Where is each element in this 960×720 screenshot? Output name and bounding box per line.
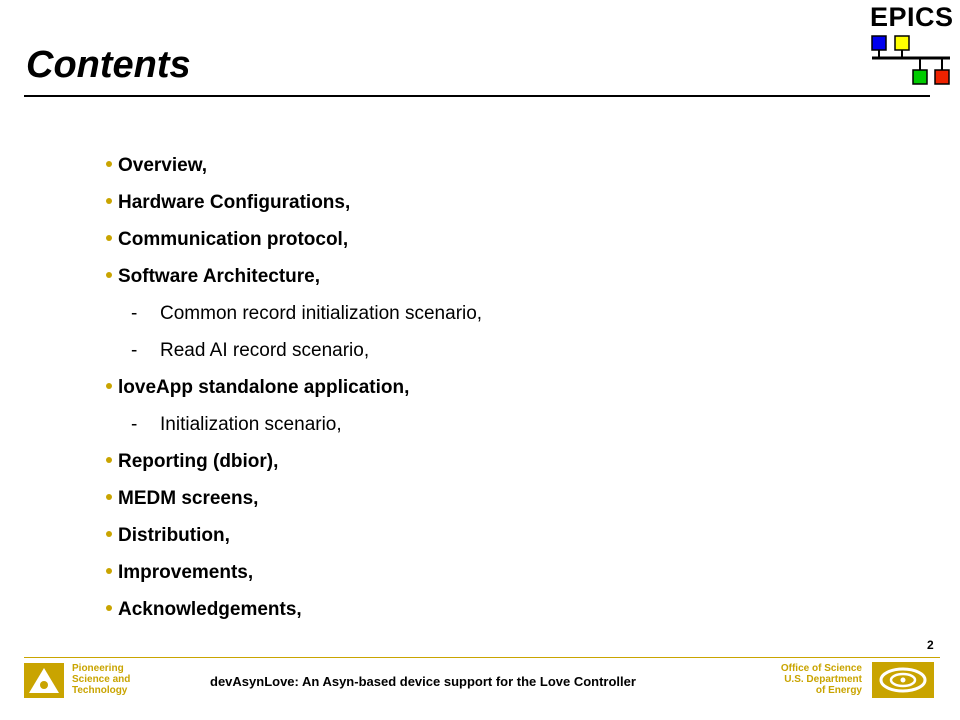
bullet-dot-icon: [106, 383, 112, 389]
list-item-text: MEDM screens,: [118, 488, 259, 509]
list-item-text: Reporting (dbior),: [118, 451, 279, 472]
office-of-science: [781, 663, 862, 696]
footer-divider: [24, 657, 940, 658]
list-item: [0, 377, 960, 414]
list-item-text: Communication protocol,: [118, 229, 349, 250]
list-item-text: Acknowledgements,: [118, 599, 302, 620]
list-item: [0, 562, 960, 599]
list-item: [0, 451, 960, 488]
list-item: [0, 266, 960, 303]
lab-motto: [72, 663, 130, 696]
list-item-text: Distribution,: [118, 525, 230, 546]
list-item: [0, 155, 960, 192]
list-item: [0, 192, 960, 229]
bullet-dot-icon: [106, 161, 112, 167]
argonne-logo-icon: [24, 663, 64, 698]
sub-list-item: [0, 414, 960, 451]
list-item: [0, 599, 960, 636]
bullet-dot-icon: [106, 272, 112, 278]
sub-item-text: Common record initialization scenario,: [160, 303, 483, 324]
bullet-dot-icon: [106, 235, 112, 241]
list-item: [0, 488, 960, 525]
motto-line-3: Technology: [72, 685, 128, 696]
list-item-text: Overview,: [118, 155, 208, 176]
org-line-3: of Energy: [815, 685, 862, 696]
doe-logo-icon: [872, 662, 934, 698]
title-divider: [24, 95, 930, 97]
bullet-dot-icon: [106, 605, 112, 611]
sub-item-dash: -: [131, 414, 138, 435]
list-item-text: Software Architecture,: [118, 266, 321, 287]
bullet-dot-icon: [106, 531, 112, 537]
list-item-text: Improvements,: [118, 562, 254, 583]
sub-item-dash: -: [131, 340, 138, 361]
sub-item-dash: -: [131, 303, 138, 324]
sub-item-text: Initialization scenario,: [160, 414, 342, 435]
epics-logo-graphic: [862, 0, 960, 100]
list-item: [0, 525, 960, 562]
list-item-text: Hardware Configurations,: [118, 192, 351, 213]
org-line-2: U.S. Department: [784, 674, 862, 685]
contents-list: [0, 155, 960, 636]
bullet-dot-icon: [106, 494, 112, 500]
epics-logo-text: EPICS: [870, 2, 954, 32]
list-item: [0, 229, 960, 266]
bullet-dot-icon: [106, 457, 112, 463]
bullet-dot-icon: [106, 198, 112, 204]
org-line-1: Office of Science: [780, 663, 862, 674]
sub-list-item: [0, 340, 960, 377]
epics-logo-icon: [862, 0, 960, 100]
motto-line-1: Pioneering: [72, 663, 124, 674]
bullet-dot-icon: [106, 568, 112, 574]
sub-item-text: Read AI record scenario,: [160, 340, 370, 361]
footer-title: devAsynLove: An Asyn-based device support for the Love Controller: [210, 674, 636, 689]
list-item-text: loveApp standalone application,: [118, 377, 410, 398]
motto-line-2: Science and: [72, 674, 131, 685]
sub-list-item: [0, 303, 960, 340]
slide-title: Contents: [26, 44, 191, 86]
page-number: 2: [927, 638, 934, 652]
